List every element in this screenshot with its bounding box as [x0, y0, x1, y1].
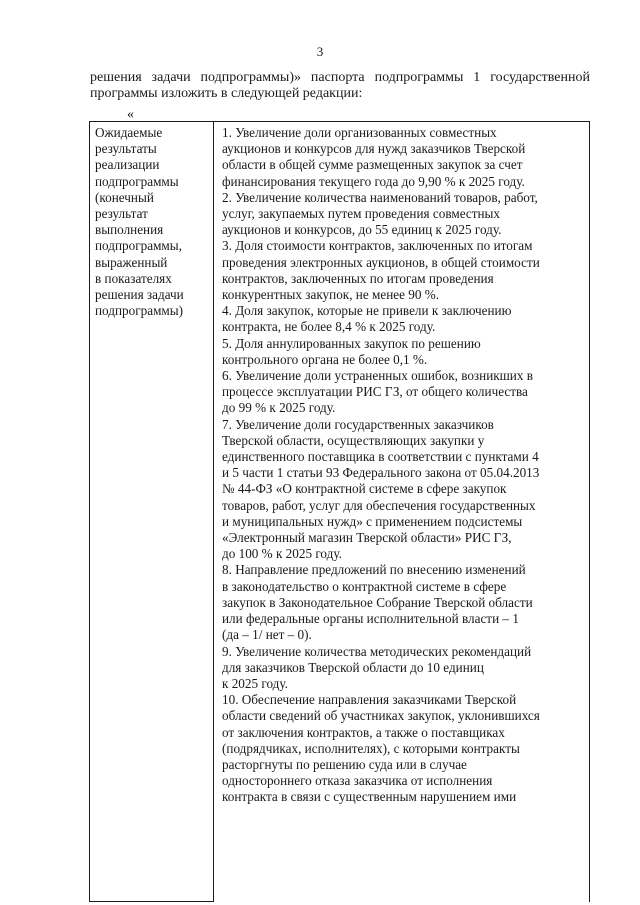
- text-line: подпрограммы,: [95, 238, 182, 254]
- text-line: 3. Доля стоимости контрактов, заключенных по итогам: [222, 238, 533, 254]
- text-line: закупок в Законодательное Собрание Тверской области: [222, 594, 533, 610]
- text-line: или федеральные органы исполнительной власти – 1: [222, 611, 519, 627]
- text-line: проведения электронных аукционов, в общей стоимости: [222, 254, 540, 270]
- text-line: 1. Увеличение доли организованных совместных: [222, 125, 497, 140]
- content-lines: [222, 125, 583, 806]
- text-line: единственного поставщика в соответствии с пунктами 4: [222, 449, 539, 465]
- text-line: от заключения контрактов, а также о поставщиках: [222, 724, 505, 740]
- text-line: к 2025 году.: [222, 675, 288, 691]
- table-row: [90, 122, 590, 902]
- text-line: процессе эксплуатации РИС ГЗ, от общего количества: [222, 384, 528, 400]
- text-line: контрактов, заключенных по итогам проведения: [222, 270, 494, 286]
- text-line: аукционов и конкурсов для нужд заказчиков Тверской: [222, 141, 526, 157]
- text-line: 10. Обеспечение направления заказчиками Тверской: [222, 692, 517, 708]
- text-line: реализации: [95, 157, 160, 173]
- text-line: (да – 1/ нет – 0).: [222, 627, 312, 643]
- text-line: конкурентных закупок, не менее 90 %.: [222, 287, 440, 303]
- text-line: выраженный: [95, 254, 168, 270]
- text-line: аукционов и конкурсов, до 55 единиц к 2025 году.: [222, 222, 502, 238]
- text-line: 6. Увеличение доли устраненных ошибок, возникших в: [222, 368, 533, 384]
- text-line: (конечный: [95, 189, 154, 205]
- page-number: 3: [316, 44, 324, 59]
- text-line: результат: [95, 206, 148, 222]
- label-lines: [95, 125, 207, 319]
- text-line: (подрядчиках, исполнителях), с которыми контракты: [222, 740, 520, 756]
- text-line: результаты: [95, 141, 157, 157]
- passport-table: [89, 121, 590, 902]
- opening-quote-mark: «: [127, 107, 134, 122]
- text-line: 8. Направление предложений по внесению изменений: [222, 562, 526, 578]
- text-line: выполнения: [95, 222, 164, 238]
- text-line: подпрограммы: [95, 173, 179, 189]
- text-line: и муниципальных нужд» с применением подсистемы: [222, 513, 523, 529]
- text-line: области в общей сумме размещенных закупок за счет: [222, 157, 523, 173]
- intro-paragraph: решения задачи подпрограммы)» паспорта подпрограммы 1 государственной программы изложить в следующей редакции:: [90, 70, 590, 101]
- label-cell: [90, 122, 214, 902]
- text-line: Ожидаемые: [95, 125, 163, 140]
- text-line: и 5 части 1 статьи 93 Федерального закона от 05.04.2013: [222, 465, 540, 481]
- text-line: контракта в связи с существенным нарушением ими: [222, 789, 517, 805]
- text-line: 9. Увеличение количества методических рекомендаций: [222, 643, 532, 659]
- text-line: до 100 % к 2025 году.: [222, 546, 342, 562]
- text-line: 4. Доля закупок, которые не привели к заключению: [222, 303, 512, 319]
- text-line: контрольного органа не более 0,1 %.: [222, 351, 428, 367]
- text-line: расторгнуты по решению суда или в случае: [222, 756, 467, 772]
- text-line: услуг, закупаемых путем проведения совместных: [222, 206, 500, 222]
- text-line: финансирования текущего года до 9,90 % к 2025 году.: [222, 173, 525, 189]
- text-line: 2. Увеличение количества наименований товаров, работ,: [222, 189, 538, 205]
- text-line: «Электронный магазин Тверской области» РИС ГЗ,: [222, 530, 512, 546]
- text-line: области сведений об участниках закупок, уклонившихся: [222, 708, 540, 724]
- text-line: до 99 % к 2025 году.: [222, 400, 336, 416]
- text-line: контракта, не более 8,4 % к 2025 году.: [222, 319, 436, 335]
- text-line: в показателях: [95, 270, 172, 286]
- text-line: решения задачи: [95, 287, 184, 303]
- text-line: Тверской области, осуществляющих закупки у: [222, 432, 485, 448]
- text-line: 7. Увеличение доли государственных заказчиков: [222, 416, 494, 432]
- text-line: в законодательство о контрактной системе в сфере: [222, 578, 507, 594]
- text-line: для заказчиков Тверской области до 10 единиц: [222, 659, 484, 675]
- text-line: 5. Доля аннулированных закупок по решению: [222, 335, 481, 351]
- text-line: подпрограммы): [95, 303, 184, 319]
- text-line: товаров, работ, услуг для обеспечения государственных: [222, 497, 536, 513]
- text-line: № 44-ФЗ «О контрактной системе в сфере закупок: [222, 481, 507, 497]
- content-cell: [214, 122, 590, 902]
- text-line: одностороннего отказа заказчика от исполнения: [222, 773, 493, 789]
